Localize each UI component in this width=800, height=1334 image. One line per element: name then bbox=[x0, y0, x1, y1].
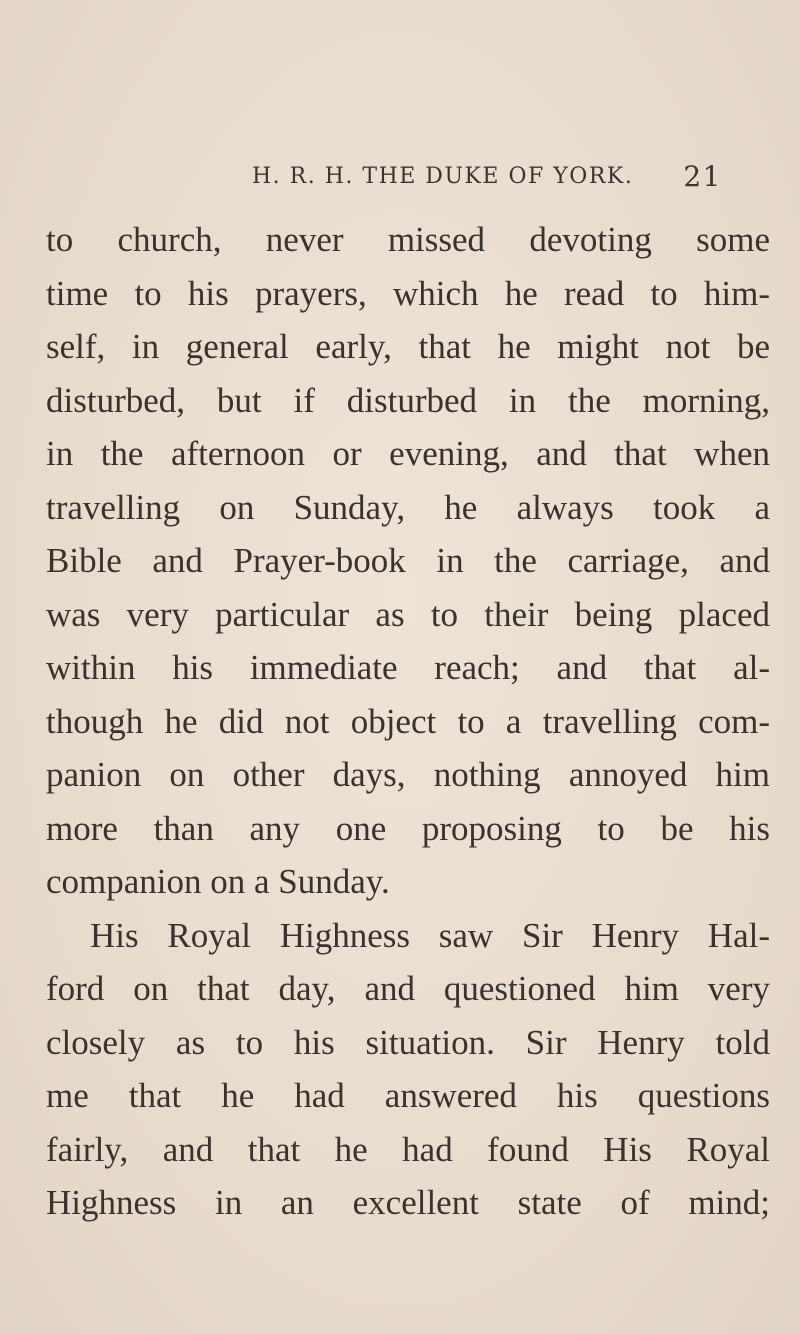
text-line: panion on other days, nothing annoyed him bbox=[46, 755, 770, 794]
running-title: H. R. H. THE DUKE OF YORK. bbox=[252, 164, 634, 189]
text-line: was very particular as to their being placed bbox=[46, 594, 770, 634]
text-line: me that he had answered his questions bbox=[46, 1076, 770, 1115]
text-line: travelling on Sunday, he always took a bbox=[46, 487, 770, 527]
text-line: more than any one proposing to be his bbox=[46, 808, 770, 848]
text-line: disturbed, but if disturbed in the morning, bbox=[46, 380, 770, 420]
text-line: His Royal Highness saw Sir Henry Hal- bbox=[90, 915, 770, 955]
text-line: though he did not object to a travelling com- bbox=[46, 701, 770, 741]
page-number: 21 bbox=[683, 160, 722, 193]
text-line: to church, never missed devoting some bbox=[46, 220, 770, 259]
text-line: Highness in an excellent state of mind; bbox=[46, 1183, 770, 1222]
text-line: self, in general early, that he might not be bbox=[46, 327, 770, 366]
text-line: time to his prayers, which he read to him- bbox=[46, 273, 770, 313]
text-line: ford on that day, and questioned him very bbox=[46, 969, 770, 1008]
text-line: closely as to his situation. Sir Henry told bbox=[46, 1022, 770, 1062]
text-line: Bible and Prayer-book in the carriage, and bbox=[46, 541, 770, 580]
body-text bbox=[30, 213, 770, 1230]
text-line: in the afternoon or evening, and that when bbox=[46, 434, 770, 473]
text-line: companion on a Sunday. bbox=[46, 862, 390, 901]
text-line: within his immediate reach; and that al- bbox=[46, 648, 770, 687]
running-head bbox=[252, 160, 722, 200]
text-line: fairly, and that he had found His Royal bbox=[46, 1129, 770, 1169]
